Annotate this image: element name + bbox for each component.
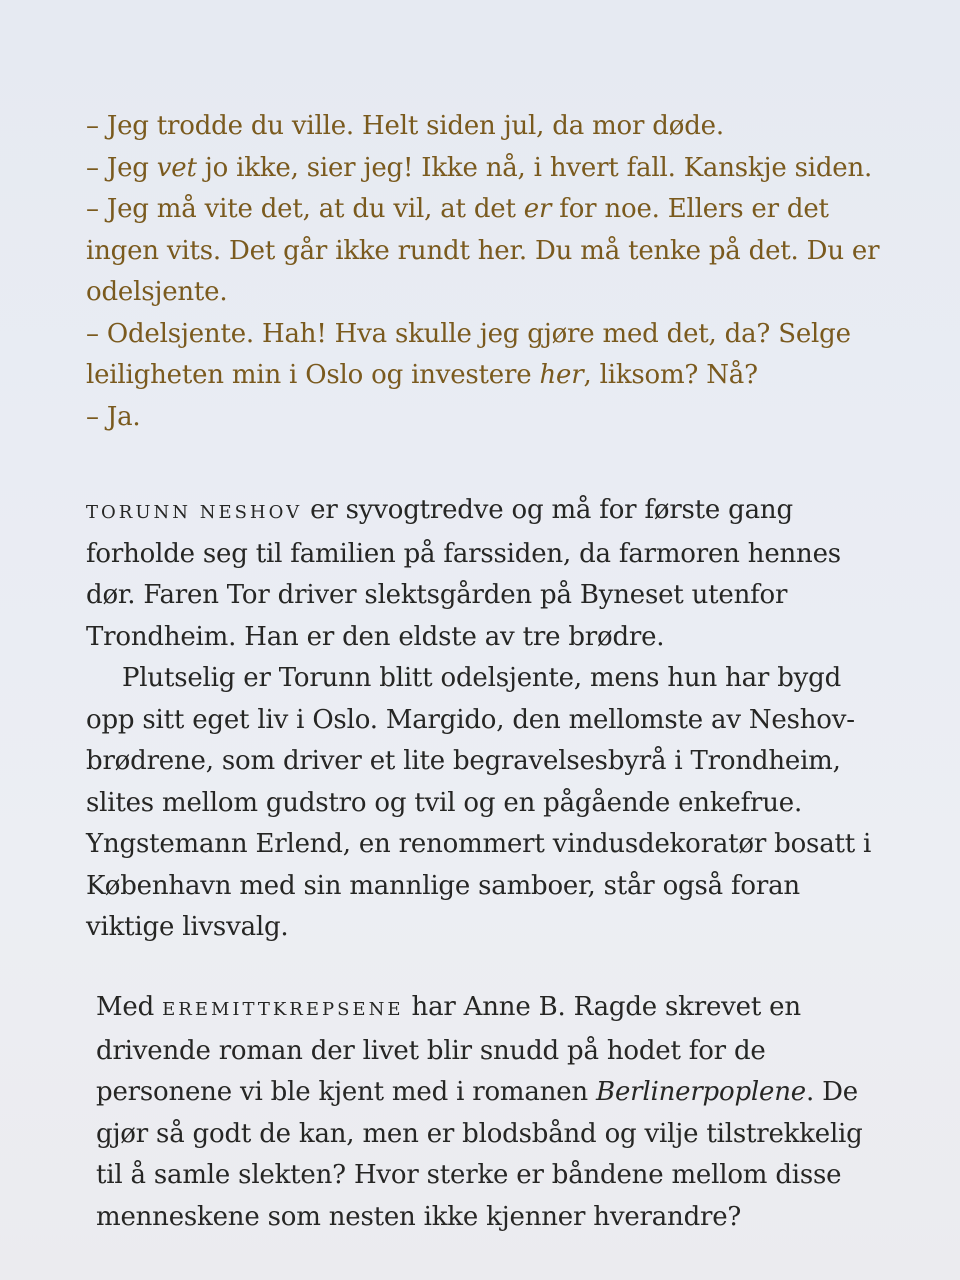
character-name: TORUNN NESHOV bbox=[86, 502, 303, 523]
synopsis-paragraph-2: Plutselig er Torunn blitt odelsjente, mens hun har bygd opp sitt eget liv i Oslo. Margido, den mellomste av Neshovbrødrene, som driver et lite begravelsesbyrå i Trondheim, slites mellom gudstro og tvil og en pågående enkefrue. Yngstemann Erlend, en renommert vindusdekoratør bosatt i København med sin mannlige samboer, står også foran viktige livsvalg. bbox=[86, 663, 872, 942]
dialogue-line-4: – Odelsjente. Hah! Hva skulle jeg gjøre med det, da? Selge leiligheten min i Oslo og investere her, liksom? Nå? bbox=[86, 318, 851, 390]
dialogue-line-5: – Ja. bbox=[86, 401, 141, 432]
dialogue-excerpt bbox=[86, 106, 906, 438]
previous-book-title: Berlinerpoplene bbox=[596, 1077, 806, 1107]
synopsis-paragraph-1: TORUNN NESHOV er syvogtredve og må for første gang forholde seg til familien på farssiden, da farmoren hennes dør. Faren Tor driver slektsgården på Byneset utenfor Trondheim. Han er den eldste av tre brødre. bbox=[86, 495, 841, 652]
dialogue-line-3: – Jeg må vite det, at du vil, at det er for noe. Ellers er det ingen vits. Det går ikke rundt her. Du må tenke på det. Du er odelsjente. bbox=[86, 194, 880, 307]
dialogue-line-2: – Jeg vet jo ikke, sier jeg! Ikke nå, i hvert fall. Kanskje siden. bbox=[86, 152, 873, 183]
synopsis bbox=[86, 490, 890, 949]
dialogue-line-1: – Jeg trodde du ville. Helt siden jul, da mor døde. bbox=[86, 111, 724, 141]
book-title: EREMITTKREPSENE bbox=[162, 999, 404, 1020]
closing-paragraph: Med EREMITTKREPSENE har Anne B. Ragde skrevet en drivende roman der livet blir snudd på hodet for de personene vi ble kjent med i romanen Berlinerpoplene. De gjør så godt de kan, men er blodsbånd og vilje tilstrekkelig til å samle slekten? Hvor sterke er båndene mellom disse menneskene som nesten ikke kjenner hverandre? bbox=[96, 992, 863, 1232]
